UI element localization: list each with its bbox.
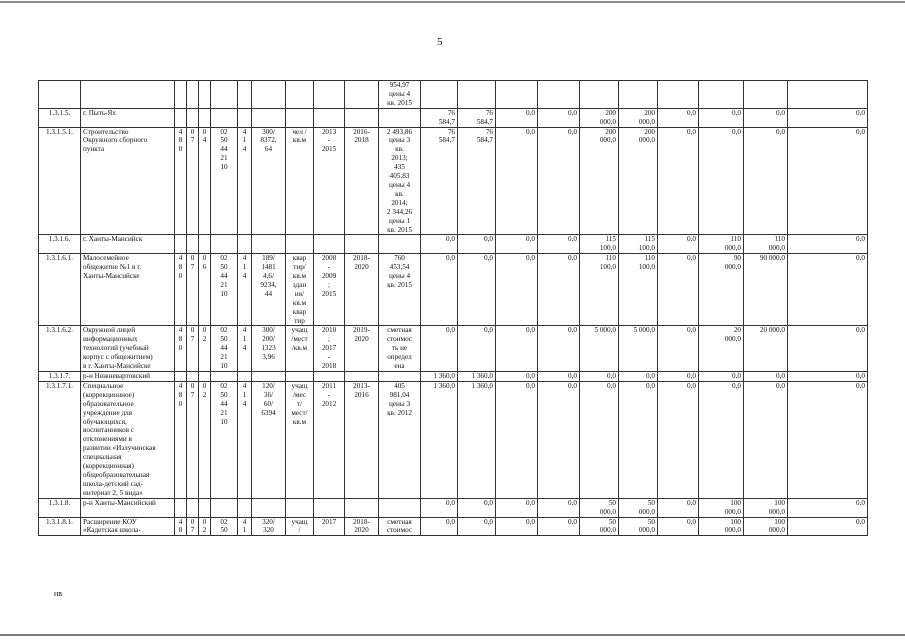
row-code-expense: 4 1 4: [238, 127, 252, 235]
row-capacity: 120/ 36/ 60/ 6394: [252, 381, 286, 498]
row-value-5: [580, 81, 619, 109]
table-row: [39, 498, 868, 517]
row-unit: чел / кв.м: [286, 127, 314, 235]
row-value-9: 0,0: [744, 381, 788, 498]
row-build-years: 2019- 2020: [345, 326, 379, 372]
row-value-8: 0,0: [699, 381, 744, 498]
row-estimated-cost: сметная стоимос: [379, 517, 421, 536]
row-code-target: [211, 81, 238, 109]
row-estimated-cost: [379, 372, 421, 382]
row-unit: [286, 498, 314, 517]
row-code-digit-2: [187, 81, 199, 109]
row-value-5: 200 000,0: [580, 108, 619, 127]
row-value-6: 115 100,0: [619, 235, 658, 254]
row-code-target: [211, 235, 238, 254]
row-value-4: 0,0: [538, 498, 580, 517]
row-unit: учащ /мест /кв.м: [286, 326, 314, 372]
row-value-7: 0,0: [658, 254, 699, 326]
row-code-digit-1: [175, 235, 187, 254]
row-value-1: 0,0: [421, 235, 458, 254]
row-value-5: 200 000,0: [580, 127, 619, 235]
row-code-digit-2: [187, 372, 199, 382]
row-value-1: 0,0: [421, 326, 458, 372]
row-capacity: [252, 108, 286, 127]
row-code-digit-3: [199, 498, 211, 517]
row-build-years: [345, 498, 379, 517]
row-code-digit-3: [199, 235, 211, 254]
row-design-years: 2013 - 2015: [314, 127, 345, 235]
row-value-6: 0,0: [619, 372, 658, 382]
row-value-5: 5 000,0: [580, 326, 619, 372]
row-value-7: [658, 81, 699, 109]
row-value-5: 115 100,0: [580, 235, 619, 254]
row-value-7: 0,0: [658, 326, 699, 372]
row-code-digit-1: 4 8 0: [175, 127, 187, 235]
table-row: [39, 326, 868, 372]
row-value-8: 0,0: [699, 108, 744, 127]
scan-edge-bottom: [0, 634, 905, 636]
row-build-years: 2016- 2018: [345, 127, 379, 235]
table-row: [39, 127, 868, 235]
row-value-9: 0,0: [744, 108, 788, 127]
row-code-digit-3: [199, 372, 211, 382]
row-design-years: [314, 372, 345, 382]
row-value-1: 1 360,0: [421, 381, 458, 498]
row-code-digit-2: 0 7: [187, 517, 199, 536]
row-capacity: 189/ 1481 4,6/ 9234, 44: [252, 254, 286, 326]
row-estimated-cost: [379, 498, 421, 517]
investment-table: [38, 80, 868, 536]
row-build-years: 2018- 2020: [345, 254, 379, 326]
row-value-9: 100 000,0: [744, 498, 788, 517]
row-value-3: 0,0: [496, 372, 538, 382]
row-value-10: 0,0: [788, 372, 868, 382]
row-design-years: 2017: [314, 517, 345, 536]
row-value-10: [788, 81, 868, 109]
row-code-digit-1: [175, 108, 187, 127]
row-code: 1.3.1.8.1.: [39, 517, 81, 536]
row-code-digit-2: 0 7: [187, 127, 199, 235]
row-capacity: 300/ 200/ 1323 3,96: [252, 326, 286, 372]
row-value-1: 76 584,7: [421, 108, 458, 127]
row-capacity: [252, 498, 286, 517]
row-estimated-cost: [379, 108, 421, 127]
row-code: 1.3.1.8.: [39, 498, 81, 517]
page-number: 5: [437, 36, 443, 48]
row-value-2: 0,0: [458, 326, 496, 372]
row-value-3: 0,0: [496, 381, 538, 498]
row-build-years: [345, 108, 379, 127]
row-value-4: 0,0: [538, 127, 580, 235]
row-name: г. Пыть-Ях: [81, 108, 175, 127]
row-value-3: 0,0: [496, 108, 538, 127]
row-value-9: 110 000,0: [744, 235, 788, 254]
row-code: [39, 81, 81, 109]
row-design-years: [314, 498, 345, 517]
row-value-10: 0,0: [788, 381, 868, 498]
row-value-4: 0,0: [538, 326, 580, 372]
row-value-3: 0,0: [496, 235, 538, 254]
row-value-1: 1 360,0: [421, 372, 458, 382]
row-value-9: 0,0: [744, 127, 788, 235]
row-estimated-cost: 2 493,86 цены 3 кв. 2013; 435 405,83 цены 4 кв. 2014; 2 344,26 цены 1 кв. 2015: [379, 127, 421, 235]
table-row: [39, 517, 868, 536]
row-value-4: 0,0: [538, 381, 580, 498]
row-code-digit-3: 0 6: [199, 254, 211, 326]
table-body: [39, 81, 868, 536]
row-code-digit-1: [175, 372, 187, 382]
row-code-expense: [238, 235, 252, 254]
row-capacity: 320/ 320: [252, 517, 286, 536]
row-value-8: 90 000,0: [699, 254, 744, 326]
row-value-8: 20 000,0: [699, 326, 744, 372]
row-value-3: 0,0: [496, 127, 538, 235]
row-value-2: 0,0: [458, 517, 496, 536]
row-code-digit-2: [187, 498, 199, 517]
row-value-8: 0,0: [699, 127, 744, 235]
row-code-digit-2: [187, 108, 199, 127]
row-capacity: [252, 372, 286, 382]
row-value-7: 0,0: [658, 372, 699, 382]
row-unit: учащ /мес т/ мест/ кв.м: [286, 381, 314, 498]
row-value-10: 0,0: [788, 326, 868, 372]
row-estimated-cost: 405 981,04 цены 3 кв. 2012: [379, 381, 421, 498]
row-build-years: [345, 372, 379, 382]
row-code: 1.3.1.6.1.: [39, 254, 81, 326]
row-code-digit-1: 4 8 0: [175, 254, 187, 326]
row-value-4: 0,0: [538, 517, 580, 536]
footer-mark: нв: [54, 589, 63, 598]
table-row: [39, 372, 868, 382]
row-value-6: 0,0: [619, 381, 658, 498]
table-row: [39, 254, 868, 326]
table-row: [39, 108, 868, 127]
row-value-3: 0,0: [496, 254, 538, 326]
row-code-digit-2: 0 7: [187, 254, 199, 326]
row-capacity: [252, 81, 286, 109]
row-value-2: [458, 81, 496, 109]
row-value-7: 0,0: [658, 235, 699, 254]
row-code-digit-3: 0 4: [199, 127, 211, 235]
row-code-target: [211, 498, 238, 517]
row-value-7: 0,0: [658, 498, 699, 517]
row-code-expense: 4 1 4: [238, 381, 252, 498]
row-capacity: [252, 235, 286, 254]
row-code-digit-3: 0 2: [199, 517, 211, 536]
row-value-10: 0,0: [788, 254, 868, 326]
row-value-9: 100 000,0: [744, 517, 788, 536]
row-name: [81, 81, 175, 109]
row-code-digit-2: 0 7: [187, 381, 199, 498]
row-capacity: 300/ 8372, 64: [252, 127, 286, 235]
row-estimated-cost: [379, 235, 421, 254]
row-code-target: [211, 372, 238, 382]
row-build-years: 2013- 2016: [345, 381, 379, 498]
row-code-digit-1: 4 8 0: [175, 326, 187, 372]
row-code-target: 02 50: [211, 517, 238, 536]
row-design-years: [314, 81, 345, 109]
row-code-digit-1: [175, 81, 187, 109]
row-unit: [286, 235, 314, 254]
row-code-digit-1: 4 8 0: [175, 381, 187, 498]
row-value-6: 200 000,0: [619, 108, 658, 127]
scan-edge-top: [0, 1, 905, 3]
row-code-digit-3: 0 2: [199, 381, 211, 498]
row-unit: квар тир/ кв.м здан ия/ кв.м квар тир: [286, 254, 314, 326]
row-name: Строительство Окружного сборного пункта: [81, 127, 175, 235]
row-code-digit-1: 4 8: [175, 517, 187, 536]
row-value-5: 50 000,0: [580, 498, 619, 517]
row-code-expense: [238, 372, 252, 382]
row-value-7: 0,0: [658, 108, 699, 127]
row-value-3: [496, 81, 538, 109]
row-value-1: 0,0: [421, 254, 458, 326]
row-code-expense: 4 1 4: [238, 254, 252, 326]
row-value-1: [421, 81, 458, 109]
row-code-expense: 4 1 4: [238, 326, 252, 372]
row-value-5: 50 000,0: [580, 517, 619, 536]
row-code: 1.3.1.6.2.: [39, 326, 81, 372]
row-value-6: [619, 81, 658, 109]
row-name: Расширение КОУ «Кадетская школа-: [81, 517, 175, 536]
row-build-years: [345, 81, 379, 109]
row-value-1: 76 584,7: [421, 127, 458, 235]
row-code-digit-3: [199, 108, 211, 127]
table-row: [39, 81, 868, 109]
row-value-8: 100 000,0: [699, 498, 744, 517]
row-code: 1.3.1.5.1.: [39, 127, 81, 235]
row-code: 1.3.1.7.1.: [39, 381, 81, 498]
row-code-digit-3: 0 2: [199, 326, 211, 372]
row-value-10: 0,0: [788, 127, 868, 235]
row-value-4: 0,0: [538, 108, 580, 127]
row-design-years: 2010 ; 2017 - 2018: [314, 326, 345, 372]
row-design-years: 2011 - 2012: [314, 381, 345, 498]
row-value-1: 0,0: [421, 498, 458, 517]
table-row: [39, 235, 868, 254]
row-code-target: 02 50 44 21 10: [211, 326, 238, 372]
row-value-2: 0,0: [458, 254, 496, 326]
row-value-10: 0,0: [788, 235, 868, 254]
row-estimated-cost: сметная стоимос ть не определ ена: [379, 326, 421, 372]
row-code-target: 02 50 44 21 10: [211, 127, 238, 235]
row-name: р-н Ханты-Мансийский: [81, 498, 175, 517]
row-value-3: 0,0: [496, 498, 538, 517]
row-value-9: 0,0: [744, 372, 788, 382]
row-code: 1.3.1.7.: [39, 372, 81, 382]
row-code-digit-3: [199, 81, 211, 109]
row-estimated-cost: 760 453,54 цены 4 кв. 2015: [379, 254, 421, 326]
row-value-3: 0,0: [496, 517, 538, 536]
row-unit: [286, 81, 314, 109]
row-code-digit-1: [175, 498, 187, 517]
row-value-8: 110 000,0: [699, 235, 744, 254]
row-value-2: 1 360,0: [458, 372, 496, 382]
row-value-10: 0,0: [788, 498, 868, 517]
row-code: 1.3.1.5.: [39, 108, 81, 127]
row-design-years: [314, 108, 345, 127]
table-row: [39, 381, 868, 498]
row-name: Малосемейное общежитие №1 в г. Ханты-Мансийске: [81, 254, 175, 326]
row-name: Специальное (коррекционное) образовательное учреждение для обучающихся, воспитанников с отклонениями в развитии «Излучинская специальная (коррекционная) общеобразовательная школа-детский сад- интернат 2, 5 вида»: [81, 381, 175, 498]
row-design-years: 2008 - 2009 ; 2015: [314, 254, 345, 326]
row-value-6: 110 100,0: [619, 254, 658, 326]
row-name: р-н Нижневартовский: [81, 372, 175, 382]
row-value-4: 0,0: [538, 235, 580, 254]
row-value-6: 50 000,0: [619, 517, 658, 536]
row-value-5: 0,0: [580, 381, 619, 498]
row-value-7: 0,0: [658, 517, 699, 536]
row-code-expense: [238, 498, 252, 517]
row-value-6: 200 000,0: [619, 127, 658, 235]
row-value-9: [744, 81, 788, 109]
row-build-years: [345, 235, 379, 254]
row-value-4: 0,0: [538, 372, 580, 382]
row-value-10: 0,0: [788, 108, 868, 127]
row-value-4: 0,0: [538, 254, 580, 326]
row-design-years: [314, 235, 345, 254]
row-value-1: 0,0: [421, 517, 458, 536]
row-value-2: 76 584,7: [458, 127, 496, 235]
row-unit: учащ /: [286, 517, 314, 536]
row-value-2: 0,0: [458, 235, 496, 254]
row-value-2: 1 360,0: [458, 381, 496, 498]
row-build-years: 2018- 2020: [345, 517, 379, 536]
row-code-target: 02 50 44 21 10: [211, 381, 238, 498]
row-value-5: 110 100,0: [580, 254, 619, 326]
row-code-expense: [238, 108, 252, 127]
row-unit: [286, 372, 314, 382]
row-code: 1.3.1.6.: [39, 235, 81, 254]
row-code-digit-2: [187, 235, 199, 254]
row-value-9: 20 000,0: [744, 326, 788, 372]
row-value-4: [538, 81, 580, 109]
row-value-8: 100 000,0: [699, 517, 744, 536]
row-name: Окружной лицей информационных технологий (учебный корпус с общежитием) в г. Ханты-Мансийске: [81, 326, 175, 372]
row-code-target: [211, 108, 238, 127]
row-name: г. Ханты-Мансийск: [81, 235, 175, 254]
row-value-5: 0,0: [580, 372, 619, 382]
row-value-2: 76 584,7: [458, 108, 496, 127]
row-unit: [286, 108, 314, 127]
row-value-10: 0,0: [788, 517, 868, 536]
row-value-3: 0,0: [496, 326, 538, 372]
row-value-7: 0,0: [658, 127, 699, 235]
row-value-2: 0,0: [458, 498, 496, 517]
row-code-target: 02 50 44 21 10: [211, 254, 238, 326]
row-code-expense: 4 1: [238, 517, 252, 536]
row-value-7: 0,0: [658, 381, 699, 498]
row-value-6: 5 000,0: [619, 326, 658, 372]
row-value-6: 50 000,0: [619, 498, 658, 517]
row-estimated-cost: 954,97 цены 4 кв. 2015: [379, 81, 421, 109]
row-value-9: 90 000,0: [744, 254, 788, 326]
row-code-digit-2: 0 7: [187, 326, 199, 372]
row-value-8: [699, 81, 744, 109]
row-code-expense: [238, 81, 252, 109]
row-value-8: 0,0: [699, 372, 744, 382]
